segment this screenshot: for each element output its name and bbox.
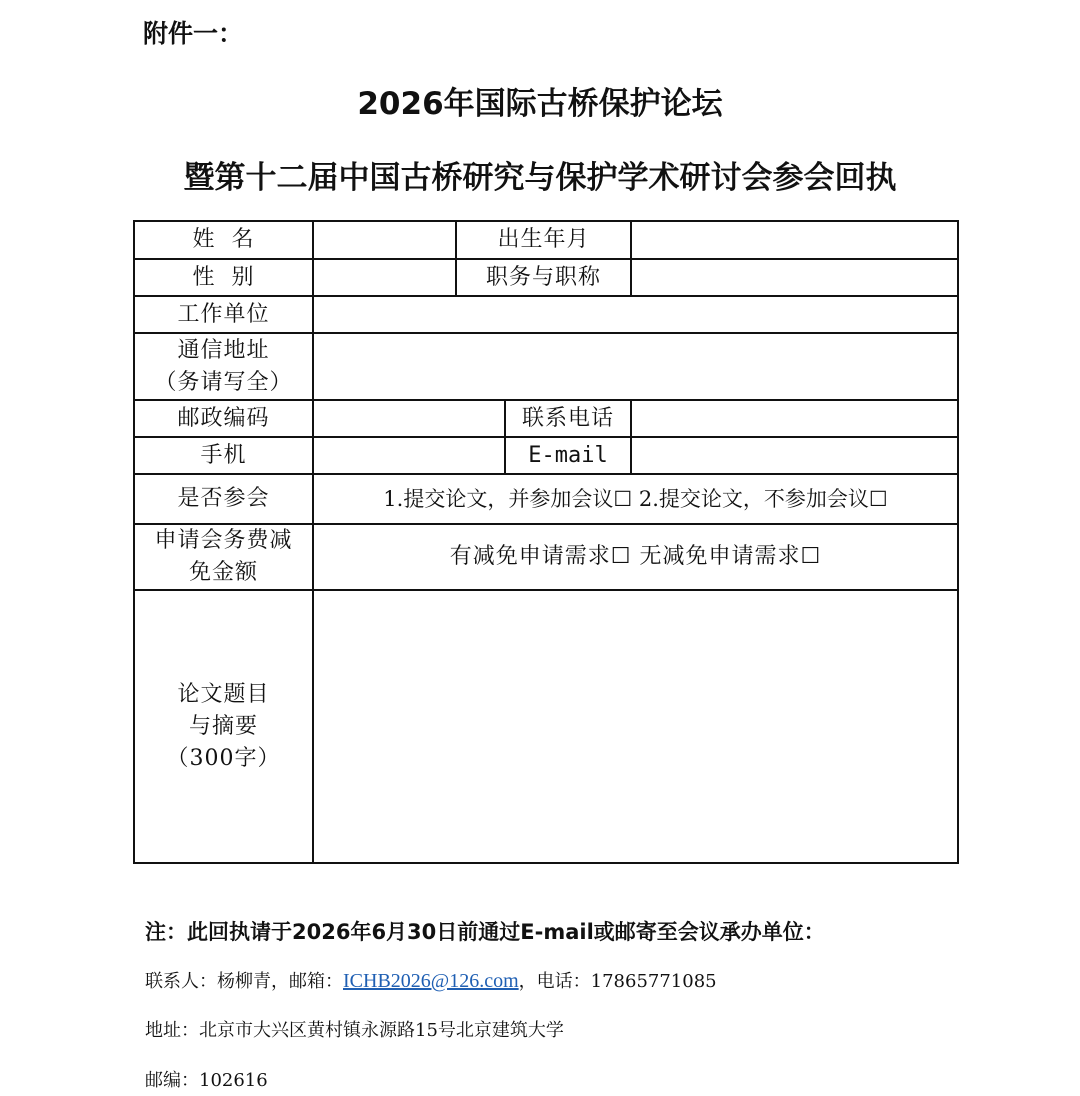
form-row-work-unit xyxy=(134,296,958,333)
mobile-label: 手机 xyxy=(134,437,313,474)
page-title-line1: 2026年国际古桥保护论坛 xyxy=(357,86,723,122)
address-line: 地址：北京市大兴区黄村镇永源路15号北京建筑大学 xyxy=(145,1020,564,1041)
contact-prefix: 联系人：杨柳青，邮箱： xyxy=(145,971,343,992)
name-input-cell[interactable] xyxy=(313,221,456,259)
work-unit-label: 工作单位 xyxy=(134,296,313,333)
paper-label-line1: 论文题目 xyxy=(177,681,270,707)
contact-email-link[interactable]: ICHB2026@126.com xyxy=(343,970,519,992)
postcode-input-cell[interactable] xyxy=(313,400,505,437)
fee-options[interactable]: 有减免申请需求☐ 无减免申请需求☐ xyxy=(313,524,958,590)
email-input-cell[interactable] xyxy=(631,437,958,474)
form-row-mobile xyxy=(134,437,958,474)
position-label: 职务与职称 xyxy=(456,259,631,296)
form-row-fee xyxy=(134,524,958,590)
address-label xyxy=(134,333,313,400)
gender-label: 性 别 xyxy=(134,259,313,296)
attend-label: 是否参会 xyxy=(134,474,313,524)
birth-label: 出生年月 xyxy=(456,221,631,259)
fee-label-line1: 申请会务费减 xyxy=(154,528,293,553)
address-label-line2: （务请写全） xyxy=(154,369,293,395)
page-title-line2: 暨第十二届中国古桥研究与保护学术研讨会参会回执 xyxy=(183,160,897,196)
paper-label xyxy=(134,590,313,863)
phone-label: 联系电话 xyxy=(505,400,631,437)
birth-input-cell[interactable] xyxy=(631,221,958,259)
form-row-postcode xyxy=(134,400,958,437)
address-input-cell[interactable] xyxy=(313,333,958,400)
fee-label xyxy=(134,524,313,590)
mobile-input-cell[interactable] xyxy=(313,437,505,474)
attachment-label: 附件一： xyxy=(143,19,244,48)
attend-options[interactable]: 1.提交论文，并参加会议☐ 2.提交论文，不参加会议☐ xyxy=(313,474,958,524)
form-row-attend xyxy=(134,474,958,524)
fee-label-line2: 免金额 xyxy=(188,560,258,585)
position-input-cell[interactable] xyxy=(631,259,958,296)
paper-label-line3: （300字） xyxy=(166,745,281,771)
form-row-address xyxy=(134,333,958,400)
gender-input-cell[interactable] xyxy=(313,259,456,296)
registration-form-table xyxy=(133,220,959,864)
phone-input-cell[interactable] xyxy=(631,400,958,437)
paper-label-line2: 与摘要 xyxy=(188,713,258,739)
address-label-line1: 通信地址 xyxy=(177,337,270,363)
contact-suffix: ，电话：17865771085 xyxy=(518,971,717,992)
form-row-paper xyxy=(134,590,958,863)
work-unit-input-cell[interactable] xyxy=(313,296,958,333)
paper-input-cell[interactable] xyxy=(313,590,958,863)
form-row-name xyxy=(134,221,958,259)
name-label: 姓 名 xyxy=(134,221,313,259)
form-row-gender xyxy=(134,259,958,296)
contact-line xyxy=(145,966,717,997)
submission-note: 注：此回执请于2026年6月30日前通过E-mail或邮寄至会议承办单位： xyxy=(145,920,825,944)
email-label: E-mail xyxy=(505,437,631,474)
postcode-line: 邮编：102616 xyxy=(145,1070,268,1091)
postcode-label: 邮政编码 xyxy=(134,400,313,437)
